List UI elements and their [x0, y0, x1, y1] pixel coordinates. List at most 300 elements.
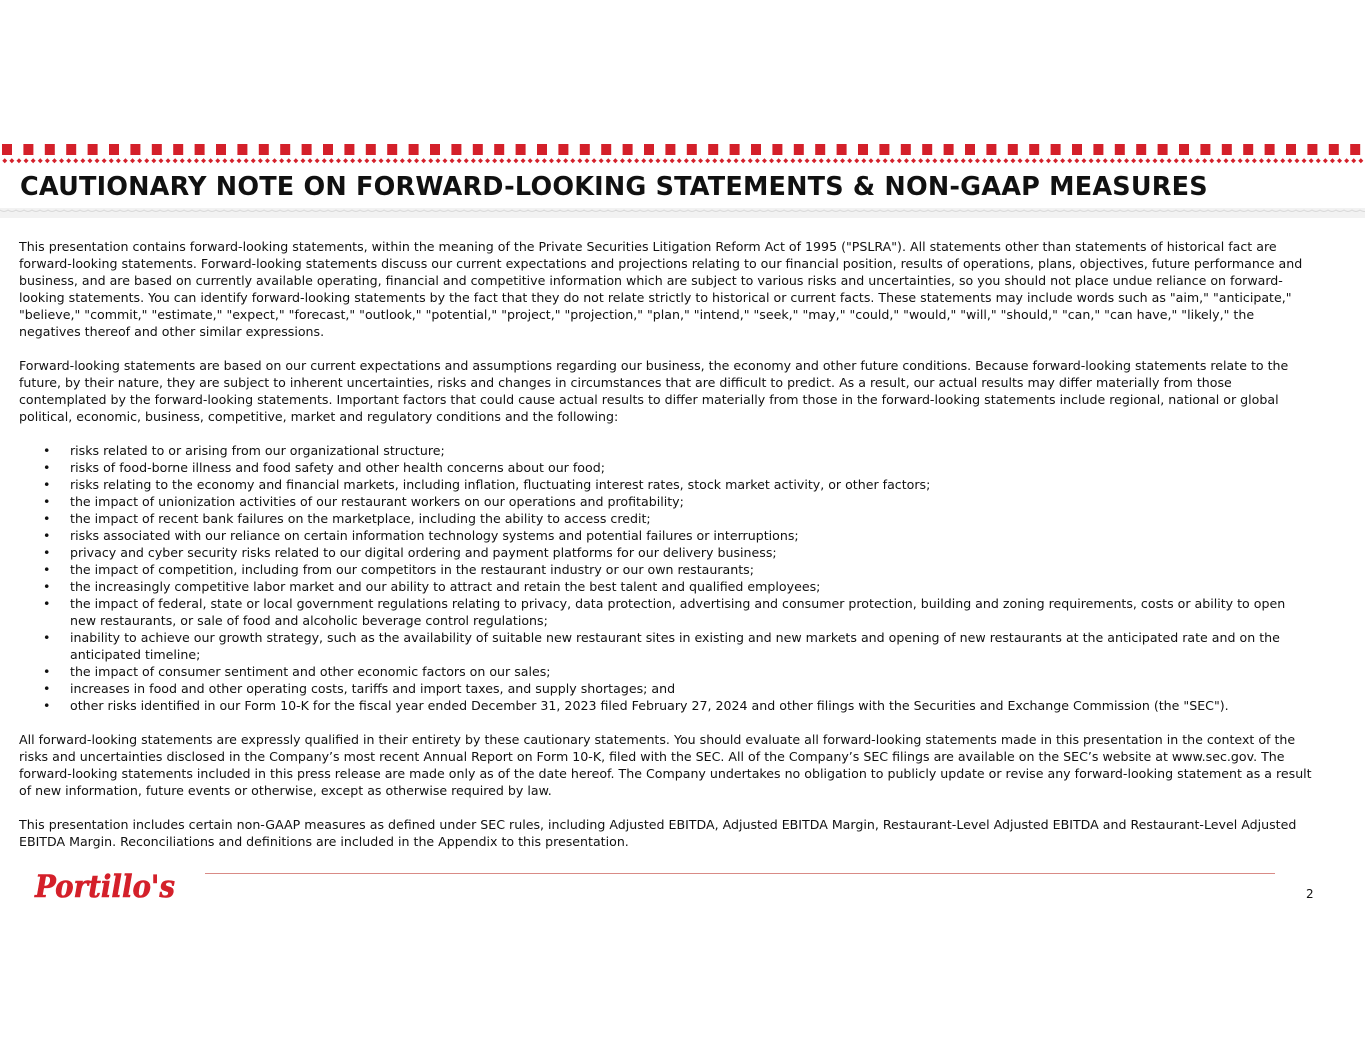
checker-square	[302, 144, 312, 155]
checker-dot	[620, 158, 625, 163]
checker-square	[216, 144, 226, 155]
checker-dot	[343, 158, 348, 163]
checker-dot	[847, 158, 852, 163]
checker-square	[815, 144, 825, 155]
checker-dot	[684, 158, 689, 163]
checker-square	[259, 144, 269, 155]
checker-square	[451, 144, 461, 155]
checker-dot	[741, 158, 746, 163]
checker-dot	[840, 158, 845, 163]
checker-square	[1179, 144, 1189, 155]
checker-dot	[1018, 158, 1023, 163]
bullet-marker: •	[43, 528, 51, 543]
risk-text: risks of food-borne illness and food safety and other health concerns about our food;	[70, 460, 605, 475]
banner-shadow	[0, 208, 1365, 218]
risk-item	[19, 442, 1314, 459]
checker-square	[1329, 144, 1339, 155]
checker-dot	[1302, 158, 1307, 163]
logo-wordmark	[33, 867, 179, 905]
checker-dot	[648, 158, 653, 163]
checker-dot	[861, 158, 866, 163]
page-number: 2	[1306, 887, 1314, 901]
checker-dot	[87, 158, 92, 163]
checker-square	[687, 144, 697, 155]
checker-dot	[31, 158, 36, 163]
checker-dot	[1294, 158, 1299, 163]
checker-square	[195, 144, 205, 155]
checker-dot	[59, 158, 64, 163]
risk-item	[19, 544, 1314, 561]
checker-square	[494, 144, 504, 155]
checker-dot	[1096, 158, 1101, 163]
risk-item	[19, 561, 1314, 578]
checker-square	[986, 144, 996, 155]
checker-dot	[947, 158, 952, 163]
checker-dot	[66, 158, 71, 163]
checker-dot	[776, 158, 781, 163]
checker-dot	[762, 158, 767, 163]
checker-dot	[386, 158, 391, 163]
risk-item	[19, 493, 1314, 510]
checker-dot	[414, 158, 419, 163]
checker-dot	[1039, 158, 1044, 163]
checker-dot	[726, 158, 731, 163]
checker-dot	[442, 158, 447, 163]
checker-dot	[670, 158, 675, 163]
checker-dot	[698, 158, 703, 163]
checker-dot	[95, 158, 100, 163]
checker-dot	[1067, 158, 1072, 163]
checker-dot	[954, 158, 959, 163]
checker-dot	[123, 158, 128, 163]
checker-dot	[9, 158, 14, 163]
checker-square	[537, 144, 547, 155]
checker-square	[237, 144, 247, 155]
checker-dot	[797, 158, 802, 163]
checker-dot	[939, 158, 944, 163]
checker-dot	[201, 158, 206, 163]
checker-dot	[158, 158, 163, 163]
checker-dot	[513, 158, 518, 163]
checker-dot	[371, 158, 376, 163]
checker-dot	[258, 158, 263, 163]
risk-text: the impact of recent bank failures on the marketplace, including the ability to access credit;	[70, 511, 651, 526]
checker-dot	[1032, 158, 1037, 163]
checker-dot	[1152, 158, 1157, 163]
risk-item	[19, 680, 1314, 697]
checker-dot	[876, 158, 881, 163]
checker-square	[772, 144, 782, 155]
checker-dot	[2, 158, 7, 163]
checker-dot	[102, 158, 107, 163]
bullet-marker: •	[43, 698, 51, 713]
checker-square	[1200, 144, 1210, 155]
checker-square	[473, 144, 483, 155]
risk-text: the impact of unionization activities of our restaurant workers on our operations and profitability;	[70, 494, 684, 509]
checker-dot	[244, 158, 249, 163]
checker-dot	[428, 158, 433, 163]
checker-square	[1158, 144, 1168, 155]
disclaimer-body	[19, 238, 1314, 867]
checker-square	[280, 144, 290, 155]
checker-dot	[1167, 158, 1172, 163]
checker-square	[1307, 144, 1317, 155]
risk-text: the increasingly competitive labor market and our ability to attract and retain the best talent and qualified employees;	[70, 579, 821, 594]
checker-square	[173, 144, 183, 155]
checker-dot	[1110, 158, 1115, 163]
checker-dot	[1046, 158, 1051, 163]
checker-dot	[1131, 158, 1136, 163]
checker-square	[665, 144, 675, 155]
checker-dot	[450, 158, 455, 163]
checker-dot	[1309, 158, 1314, 163]
checker-dot	[826, 158, 831, 163]
checker-dot	[180, 158, 185, 163]
risk-item	[19, 459, 1314, 476]
checker-square	[837, 144, 847, 155]
checker-dot	[613, 158, 618, 163]
checker-dot	[407, 158, 412, 163]
checker-dot	[883, 158, 888, 163]
checker-dot	[144, 158, 149, 163]
checker-dot	[563, 158, 568, 163]
risk-text: the impact of federal, state or local government regulations relating to privacy, data protection, advertising and consumer protection, building and zoning requirements, costs or ability to open new restaurants, or sale of food and alcoholic beverage control regulations;	[70, 596, 1286, 628]
checker-dot	[1195, 158, 1200, 163]
checker-dot	[641, 158, 646, 163]
checker-dot	[137, 158, 142, 163]
checker-dot	[16, 158, 21, 163]
checker-dot	[1266, 158, 1271, 163]
bullet-marker: •	[43, 443, 51, 458]
checker-dot	[812, 158, 817, 163]
checker-dot	[208, 158, 213, 163]
bullet-marker: •	[43, 511, 51, 526]
bullet-marker: •	[43, 664, 51, 679]
checker-square	[1136, 144, 1146, 155]
checker-dot	[187, 158, 192, 163]
risk-text: risks relating to the economy and financial markets, including inflation, fluctuating interest rates, stock market activity, or other factors;	[70, 477, 931, 492]
risk-item	[19, 697, 1314, 714]
checker-dot	[471, 158, 476, 163]
checker-square	[409, 144, 419, 155]
checker-dot	[1323, 158, 1328, 163]
checker-dot	[229, 158, 234, 163]
checker-square	[708, 144, 718, 155]
checker-dot	[677, 158, 682, 163]
checker-dot	[1003, 158, 1008, 163]
checker-dot	[748, 158, 753, 163]
checker-dot	[1216, 158, 1221, 163]
checker-dot	[549, 158, 554, 163]
checker-dot	[279, 158, 284, 163]
checker-dot	[80, 158, 85, 163]
checker-dot	[542, 158, 547, 163]
checker-square	[1286, 144, 1296, 155]
checker-dot	[499, 158, 504, 163]
checker-dot	[570, 158, 575, 163]
checker-square	[1265, 144, 1275, 155]
checker-square	[109, 144, 119, 155]
checker-dot	[478, 158, 483, 163]
checker-dot	[719, 158, 724, 163]
checker-dot	[400, 158, 405, 163]
risk-item	[19, 510, 1314, 527]
checker-dot	[932, 158, 937, 163]
checker-dot	[1010, 158, 1015, 163]
checker-dot	[691, 158, 696, 163]
checker-square	[1029, 144, 1039, 155]
checker-square	[922, 144, 932, 155]
checker-dot	[996, 158, 1001, 163]
checker-dot	[868, 158, 873, 163]
checker-dot	[911, 158, 916, 163]
bullet-marker: •	[43, 460, 51, 475]
checker-dot	[975, 158, 980, 163]
qualification-paragraph: All forward-looking statements are expressly qualified in their entirety by these cautionary statements. You should evaluate all forward-looking statements made in this presentation in the context of the risks and uncertainties disclosed in the Company’s most recent Annual Report on Form 10-K, filed with the SEC. All of the Company’s SEC filings are available on the SEC’s website at www.sec.gov. The forward-looking statements included in this press release are made only as of the date hereof. The Company undertakes no obligation to publicly update or revise any forward-looking statement as a result of new information, future events or otherwise, except as otherwise required by law.	[19, 732, 1312, 798]
basis-paragraph: Forward-looking statements are based on our current expectations and assumptions regarding our business, the economy and other future conditions. Because forward-looking statements relate to the future, by their nature, they are subject to inherent uncertainties, risks and changes in circumstances that are difficult to predict. As a result, our actual results may differ materially from those contemplated by the forward-looking statements. Important factors that could cause actual results to differ materially from those in the forward-looking statements include regional, national or global political, economic, business, competitive, market and regulatory conditions and the following:	[19, 358, 1289, 424]
checker-square	[1115, 144, 1125, 155]
bullet-marker: •	[43, 494, 51, 509]
checker-dot	[265, 158, 270, 163]
checker-dot	[584, 158, 589, 163]
checker-dot	[52, 158, 57, 163]
checker-dot	[833, 158, 838, 163]
risk-item	[19, 578, 1314, 595]
checker-square	[858, 144, 868, 155]
checker-dot	[151, 158, 156, 163]
bullet-marker: •	[43, 477, 51, 492]
checker-dot	[1337, 158, 1342, 163]
checker-dot	[315, 158, 320, 163]
bullet-marker: •	[43, 681, 51, 696]
checker-dot	[237, 158, 242, 163]
checker-dot	[272, 158, 277, 163]
checker-dot	[1223, 158, 1228, 163]
checker-square	[879, 144, 889, 155]
checker-square	[1072, 144, 1082, 155]
checker-dot	[251, 158, 256, 163]
checker-dot	[1209, 158, 1214, 163]
risk-item	[19, 527, 1314, 544]
checker-dot	[1358, 158, 1363, 163]
risk-item	[19, 595, 1314, 629]
risk-item	[19, 629, 1314, 663]
checker-dot	[712, 158, 717, 163]
logo-text: Portillo's	[34, 869, 175, 905]
checker-dot	[293, 158, 298, 163]
checker-dot	[1053, 158, 1058, 163]
checker-dot	[918, 158, 923, 163]
checker-dot	[1351, 158, 1356, 163]
checker-dot	[485, 158, 490, 163]
checker-square	[88, 144, 98, 155]
checker-dot	[329, 158, 334, 163]
checker-dot	[1238, 158, 1243, 163]
checker-dot	[38, 158, 43, 163]
checker-dot	[1280, 158, 1285, 163]
checker-dot	[982, 158, 987, 163]
checker-dot	[599, 158, 604, 163]
checker-dot	[1316, 158, 1321, 163]
checker-square	[1243, 144, 1253, 155]
risk-text: increases in food and other operating costs, tariffs and import taxes, and supply shortages; and	[70, 681, 676, 696]
checker-dot	[1074, 158, 1079, 163]
checker-dot	[300, 158, 305, 163]
checker-dot	[350, 158, 355, 163]
risk-text: the impact of consumer sentiment and other economic factors on our sales;	[70, 664, 551, 679]
checker-square	[558, 144, 568, 155]
checker-dot	[464, 158, 469, 163]
checker-dot	[1025, 158, 1030, 163]
portillos-logo	[33, 867, 179, 905]
checker-dot	[24, 158, 29, 163]
checker-dot	[1089, 158, 1094, 163]
bullet-marker: •	[43, 579, 51, 594]
checker-dot	[1231, 158, 1236, 163]
checker-dot	[1160, 158, 1165, 163]
checker-dot	[173, 158, 178, 163]
risk-text: risks associated with our reliance on certain information technology systems and potential failures or interruptions;	[70, 528, 799, 543]
checker-dot	[890, 158, 895, 163]
checker-dot	[1273, 158, 1278, 163]
checker-dot	[194, 158, 199, 163]
checker-dot	[925, 158, 930, 163]
checker-square	[1008, 144, 1018, 155]
checker-dot	[116, 158, 121, 163]
checker-dot	[805, 158, 810, 163]
checker-square	[23, 144, 33, 155]
checker-dot	[435, 158, 440, 163]
checker-dot	[634, 158, 639, 163]
checker-dot	[364, 158, 369, 163]
checker-dot	[393, 158, 398, 163]
checker-square	[730, 144, 740, 155]
checker-square	[623, 144, 633, 155]
checker-dot	[1344, 158, 1349, 163]
bullet-marker: •	[43, 596, 51, 611]
risk-text: inability to achieve our growth strategy, such as the availability of suitable new restaurant sites in existing and new markets and opening of new restaurants at the anticipated rate and on the anticipated timeline;	[70, 630, 1280, 662]
checker-square	[387, 144, 397, 155]
checker-square	[366, 144, 376, 155]
checker-square	[601, 144, 611, 155]
checker-square	[944, 144, 954, 155]
checker-dot	[322, 158, 327, 163]
checker-dot	[1287, 158, 1292, 163]
checker-dot	[492, 158, 497, 163]
checker-dot	[1060, 158, 1065, 163]
checker-dot	[1145, 158, 1150, 163]
checker-dot	[308, 158, 313, 163]
checker-dot	[528, 158, 533, 163]
checker-dot	[379, 158, 384, 163]
checker-dot	[1202, 158, 1207, 163]
checker-dot	[755, 158, 760, 163]
checker-dot	[109, 158, 114, 163]
checker-square	[45, 144, 55, 155]
checker-dot	[421, 158, 426, 163]
checker-dot	[556, 158, 561, 163]
checker-square	[130, 144, 140, 155]
checker-dot	[130, 158, 135, 163]
risk-factor-list	[19, 442, 1314, 714]
checker-dot	[989, 158, 994, 163]
checker-dot	[1103, 158, 1108, 163]
risk-text: the impact of competition, including from our competitors in the restaurant industry or our own restaurants;	[70, 562, 754, 577]
checker-dot	[1138, 158, 1143, 163]
risk-text: other risks identified in our Form 10-K for the fiscal year ended December 31, 2023 filed February 27, 2024 and other filings with the Securities and Exchange Commission (the "SEC").	[70, 698, 1229, 713]
risk-text: risks related to or arising from our organizational structure;	[70, 443, 445, 458]
checker-dot	[790, 158, 795, 163]
checker-square	[323, 144, 333, 155]
checker-square	[66, 144, 76, 155]
checker-dot	[45, 158, 50, 163]
checker-dot	[663, 158, 668, 163]
checker-dot	[904, 158, 909, 163]
checker-dot	[897, 158, 902, 163]
checker-dot	[1188, 158, 1193, 163]
checker-square	[751, 144, 761, 155]
checker-dot	[819, 158, 824, 163]
bullet-marker: •	[43, 630, 51, 645]
checker-dot	[592, 158, 597, 163]
checker-square	[794, 144, 804, 155]
checker-dot	[535, 158, 540, 163]
checker-dot	[215, 158, 220, 163]
checker-square	[901, 144, 911, 155]
checker-dot	[457, 158, 462, 163]
checker-dot	[1181, 158, 1186, 163]
bullet-marker: •	[43, 562, 51, 577]
checker-dot	[1117, 158, 1122, 163]
checker-dot	[1174, 158, 1179, 163]
risk-item	[19, 476, 1314, 493]
checker-dot	[627, 158, 632, 163]
checker-dot	[1245, 158, 1250, 163]
checker-dot	[783, 158, 788, 163]
checker-square	[344, 144, 354, 155]
intro-paragraph: This presentation contains forward-looking statements, within the meaning of the Private Securities Litigation Reform Act of 1995 ("PSLRA"). All statements other than statements of historical fact are forward-looking statements. Forward-looking statements discuss our current expectations and projections relating to our financial position, results of operations, plans, objectives, future performance and business, and are based on currently available operating, financial and competitive information which are subject to various risks and uncertainties, so you should not place undue reliance on forward-looking statements. You can identify forward-looking statements by the fact that they do not relate strictly to historical or current facts. These statements may include words such as "aim," "anticipate," "believe," "commit," "estimate," "expect," "forecast," "outlook," "potential," "project," "projection," "plan," "intend," "seek," "may," "could," "would," "will," "should," "can," "can have," "likely," the negatives thereof and other similar expressions.	[19, 239, 1303, 339]
checker-dot	[1330, 158, 1335, 163]
risk-text: privacy and cyber security risks related to our digital ordering and payment platforms for our delivery business;	[70, 545, 777, 560]
checker-square	[1222, 144, 1232, 155]
checker-dot	[606, 158, 611, 163]
checker-square	[152, 144, 162, 155]
risk-item	[19, 663, 1314, 680]
checker-square	[1093, 144, 1103, 155]
checker-square	[644, 144, 654, 155]
checker-square	[1350, 144, 1360, 155]
checker-dot	[73, 158, 78, 163]
checker-square	[516, 144, 526, 155]
checker-dot	[734, 158, 739, 163]
checker-square	[580, 144, 590, 155]
checker-dot	[286, 158, 291, 163]
checker-dot	[854, 158, 859, 163]
checker-dot	[1124, 158, 1129, 163]
checker-square	[430, 144, 440, 155]
non-gaap-paragraph: This presentation includes certain non-GAAP measures as defined under SEC rules, including Adjusted EBITDA, Adjusted EBITDA Margin, Restaurant-Level Adjusted EBITDA and Restaurant-Level Adjusted EBITDA Margin. Reconciliations and definitions are included in the Appendix to this presentation.	[19, 817, 1297, 849]
checker-square	[965, 144, 975, 155]
checker-dot	[961, 158, 966, 163]
checker-dot	[357, 158, 362, 163]
checker-dot	[769, 158, 774, 163]
checker-dot	[1081, 158, 1086, 163]
checker-square	[2, 144, 12, 155]
checker-dot	[577, 158, 582, 163]
checker-dot	[521, 158, 526, 163]
checker-dot	[506, 158, 511, 163]
checker-dot	[655, 158, 660, 163]
